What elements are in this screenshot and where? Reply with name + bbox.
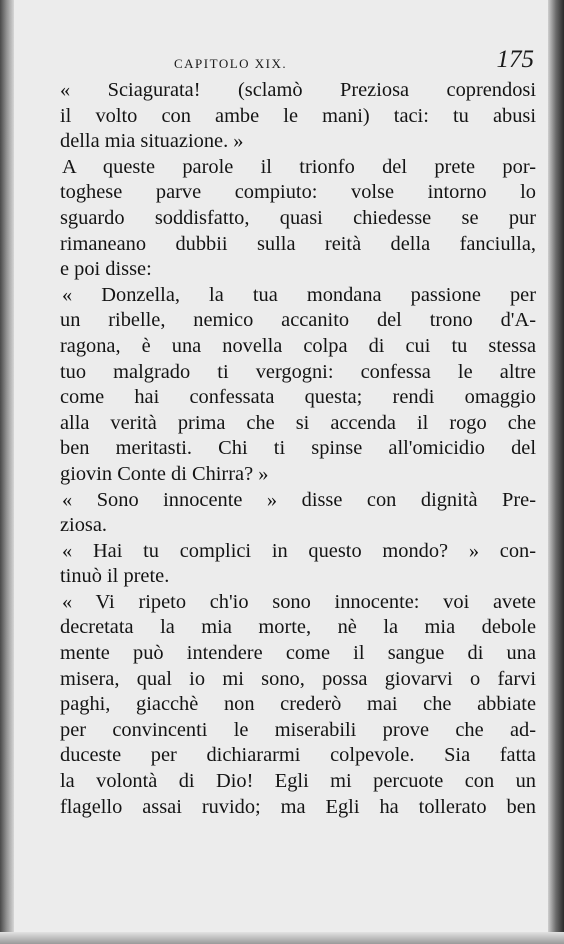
text-line: il volto con ambe le mani) taci: tu abusi <box>60 104 536 127</box>
text-line: sguardo soddisfatto, quasi chiedesse se pur <box>60 206 536 229</box>
text-line: giovin Conte di Chirra? » <box>60 462 269 485</box>
text-line: ragona, è una novella colpa di cui tu stessa <box>60 334 536 357</box>
body-text <box>60 78 536 820</box>
text-line: « Donzella, la tua mondana passione per <box>62 283 536 306</box>
text-line: duceste per dichiararmi colpevole. Sia fatta <box>60 744 536 767</box>
chapter-title: CAPITOLO XIX. <box>174 56 288 71</box>
running-head <box>56 46 534 80</box>
text-line: per convincenti le miserabili prove che ad- <box>60 718 536 741</box>
text-line: rimaneano dubbii sulla reità della fanciulla, <box>60 232 536 255</box>
text-line: come hai confessata questa; rendi omaggio <box>60 386 536 409</box>
text-line: mente può intendere come il sangue di una <box>60 642 536 665</box>
text-line: tuo malgrado ti vergogni: confessa le altre <box>60 360 536 383</box>
text-line: toghese parve compiuto: volse intorno lo <box>60 181 536 204</box>
text-line: della mia situazione. » <box>60 130 244 153</box>
page-edge-shadow <box>548 0 564 944</box>
text-line: ben meritasti. Chi ti spinse all'omicidio del <box>60 437 536 460</box>
text-line: e poi disse: <box>60 258 152 281</box>
text-line: un ribelle, nemico accanito del trono d'A- <box>60 309 536 332</box>
page-number: 175 <box>496 46 534 73</box>
text-line: alla verità prima che si accenda il rogo che <box>60 411 536 434</box>
text-line: flagello assai ruvido; ma Egli ha tollerato ben <box>60 795 536 818</box>
text-line: A queste parole il trionfo del prete por- <box>62 155 536 178</box>
text-line: ziosa. <box>60 514 107 537</box>
text-line: « Vi ripeto ch'io sono innocente: voi avete <box>62 590 536 613</box>
text-line: la volontà di Dio! Egli mi percuote con un <box>60 770 536 793</box>
text-line: tinuò il prete. <box>60 565 170 588</box>
text-line: misera, qual io mi sono, possa giovarvi o farvi <box>60 667 536 690</box>
text-line: « Sono innocente » disse con dignità Pre- <box>62 488 536 511</box>
text-line: decretata la mia morte, nè la mia debole <box>60 616 536 639</box>
page-gutter-shadow <box>0 0 14 944</box>
page-bottom-edge <box>0 932 564 944</box>
text-line: « Hai tu complici in questo mondo? » con- <box>62 539 536 562</box>
text-line: « Sciagurata! (sclamò Preziosa coprendosi <box>60 79 536 101</box>
text-line: paghi, giacchè non crederò mai che abbiate <box>60 693 536 716</box>
